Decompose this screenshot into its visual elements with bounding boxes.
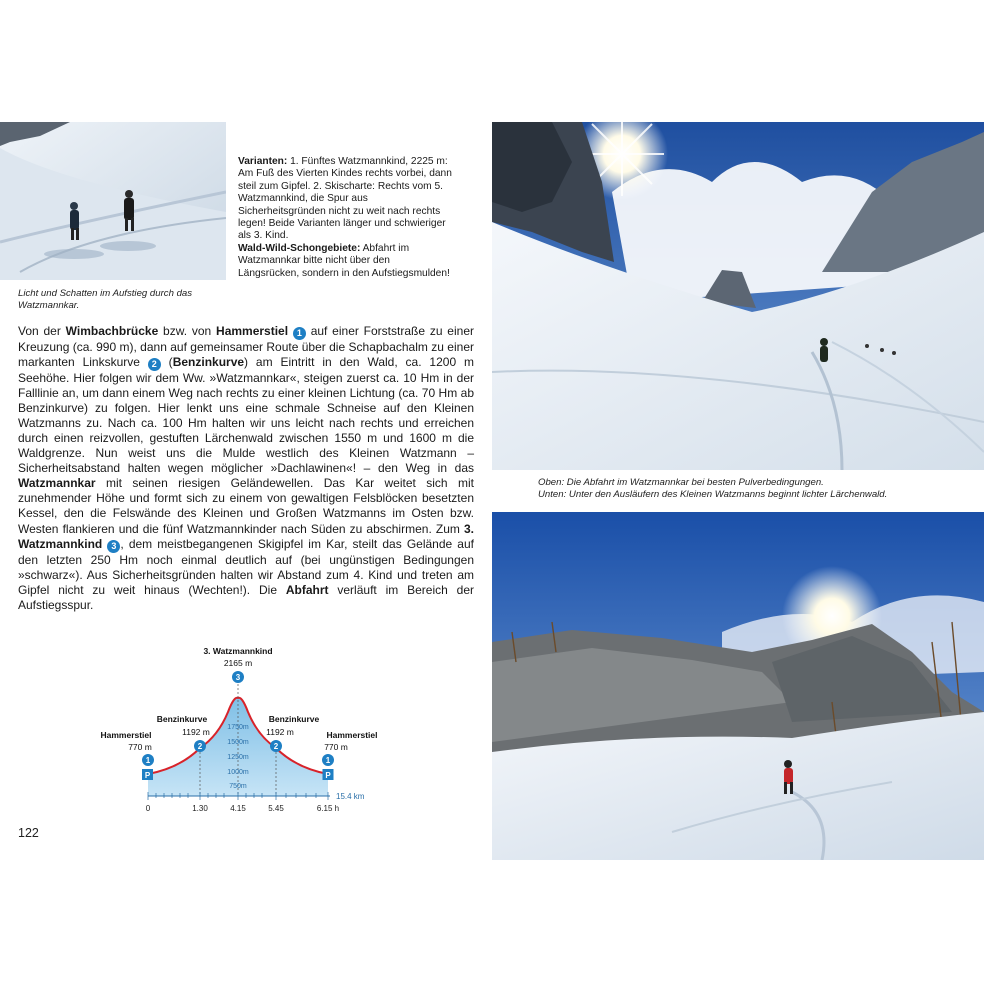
right-end-name: Hammerstiel bbox=[326, 730, 378, 740]
summit-alt: 2165 m bbox=[223, 658, 253, 668]
place-benzinkurve: Benzinkurve bbox=[172, 355, 245, 370]
photo-larch-forest bbox=[492, 512, 984, 860]
left-start-alt: 770 m bbox=[128, 742, 152, 752]
left-start-name: Hammerstiel bbox=[100, 730, 152, 740]
waypoint-marker-3: 3 bbox=[107, 540, 120, 553]
route-description: Von der Wimbachbrücke bzw. von Hammerstiel 1 auf einer Forststraße zu einer Kreuzung (ca. 990 m), dann auf gemeinsamer Route über die Schapbachalm zu einer markanten Linkskurve 2 (Benzinkurve) am Eintritt in den Wald, ca. 1200 m Seehöhe. Hier folgen wir dem Ww. »Watzmannkar«, steigen zuerst ca. 10 Hm in der Falllinie an, um dann einem Weg nach rechts zu einer kleinen Lichtung (ca. 70 Hm ab Benzinkurve) zu folgen. Hier lenkt uns eine schmale Schneise auf den Kleinen Watzmanns zu. Nach ca. 100 Hm halten wir uns leicht nach rechts und erreichen durch einen reizvollen, gestuften Lärchenwald zwischen 1550 m und 1600 m die Waldgrenze. Nun weist uns die Mulde westlich des Kleinen Watzmann – Sicherheitsabstand halten wegen möglicher »Dachlawinen«! – den Weg in das Watzmannkar mit seinen riesigen Geländewellen. Das Kar weitet sich mit zunehmender Höhe und formt sich zu einem von gewaltigen Felsblöcken besetzten Kessel, den die Felswände des Kleinen und Großen Watzmanns im Osten bzw. Westen flankieren und die fünf Watzmannkinder nach Süden zu abschirmen. Zum 3. Watzmannkind 3 , dem meistbegangenen Skigipfel im Kar, steilt das Gelände auf den letzten 250 Hm noch einmal deutlich auf (bei ungünstigen Bedingungen »schwarz«). Aus Sicherheitsgründen halten wir Abstand zum 4. Kind und treten am Gipfel nicht zu weit hinaus (Wechten!). Die Abfahrt verläuft im Bereich der Aufstiegsspur. bbox=[18, 324, 474, 612]
protection-text: Abfahrt im Watzmannkar bitte nicht über den Längsrücken, sondern in den Aufstiegsmulden! bbox=[238, 242, 450, 279]
photo-captions-right bbox=[538, 477, 978, 502]
x-tick-3: 5.45 bbox=[268, 804, 284, 813]
svg-text:2: 2 bbox=[197, 742, 203, 751]
x-tick-4: 6.15 h bbox=[316, 804, 340, 813]
left-mid-name: Benzinkurve bbox=[156, 714, 208, 724]
y-tick-750: 750m bbox=[229, 783, 247, 790]
svg-text:2: 2 bbox=[273, 742, 279, 751]
right-end-alt: 770 m bbox=[324, 742, 348, 752]
left-mid-alt: 1192 m bbox=[182, 727, 210, 737]
y-tick-1500: 1500m bbox=[227, 739, 249, 746]
caption-top-photo: Oben: Die Abfahrt im Watzmannkar bei besten Pulverbedingungen. bbox=[538, 477, 824, 488]
place-hammerstiel: Hammerstiel bbox=[216, 324, 289, 338]
waypoint-marker-1: 1 bbox=[293, 327, 306, 340]
photo-larch-image bbox=[492, 512, 984, 860]
right-mid-name: Benzinkurve bbox=[268, 714, 320, 724]
protection-label: Wald-Wild-Schongebiete: bbox=[238, 242, 361, 254]
y-tick-1000: 1000m bbox=[227, 769, 249, 776]
svg-text:1: 1 bbox=[145, 756, 151, 765]
right-mid-alt: 1192 m bbox=[266, 727, 294, 737]
page-number: 122 bbox=[18, 826, 39, 840]
caption-bottom-photo: Unten: Unter den Ausläufern des Kleinen Watzmanns beginnt lichter Lärchenwald. bbox=[538, 489, 888, 501]
summit-name: 3. Watzmannkind bbox=[203, 646, 273, 656]
photo-ascent-image bbox=[0, 122, 226, 280]
variants-text: 1. Fünftes Watzmannkind, 2225 m: Am Fuß des Vierten Kindes rechts vorbei, dann steil zum Gipfel. 2. Skischarte: Rechts vom 5. Watzmannkind, die Spur aus Sicherheitsgründen nicht zu weit nach rechts legen! Beide Varianten länger und schwieriger als 3. Kind. bbox=[238, 156, 452, 242]
x-tick-0: 0 bbox=[145, 804, 151, 813]
variants-label: Varianten: bbox=[238, 156, 288, 167]
y-tick-1250: 1250m bbox=[227, 754, 249, 761]
place-wimbachbruecke: Wimbachbrücke bbox=[65, 324, 159, 338]
distance-label: 15.4 km bbox=[336, 792, 365, 801]
info-sidebar bbox=[238, 156, 452, 280]
x-tick-2: 4.15 bbox=[230, 804, 246, 813]
svg-text:P: P bbox=[325, 771, 331, 780]
svg-text:3: 3 bbox=[235, 673, 241, 682]
place-watzmannkar: Watzmannkar bbox=[18, 476, 96, 491]
elevation-profile bbox=[90, 640, 390, 820]
photo-descent-image bbox=[492, 122, 984, 470]
place-3-watzmannkind: 3. Watzmannkind bbox=[18, 521, 474, 551]
x-tick-1: 1.30 bbox=[192, 804, 208, 813]
y-tick-1750: 1750m bbox=[227, 724, 249, 731]
photo-ascent-watzmannkar bbox=[0, 122, 226, 280]
photo-descent-powder bbox=[492, 122, 984, 470]
descent-label: Abfahrt bbox=[285, 582, 329, 597]
svg-text:P: P bbox=[144, 771, 151, 780]
waypoint-marker-2: 2 bbox=[148, 358, 161, 371]
photo-caption-small: Licht und Schatten im Aufstieg durch das Watzmannkar. bbox=[18, 288, 193, 312]
svg-text:1: 1 bbox=[325, 756, 331, 765]
